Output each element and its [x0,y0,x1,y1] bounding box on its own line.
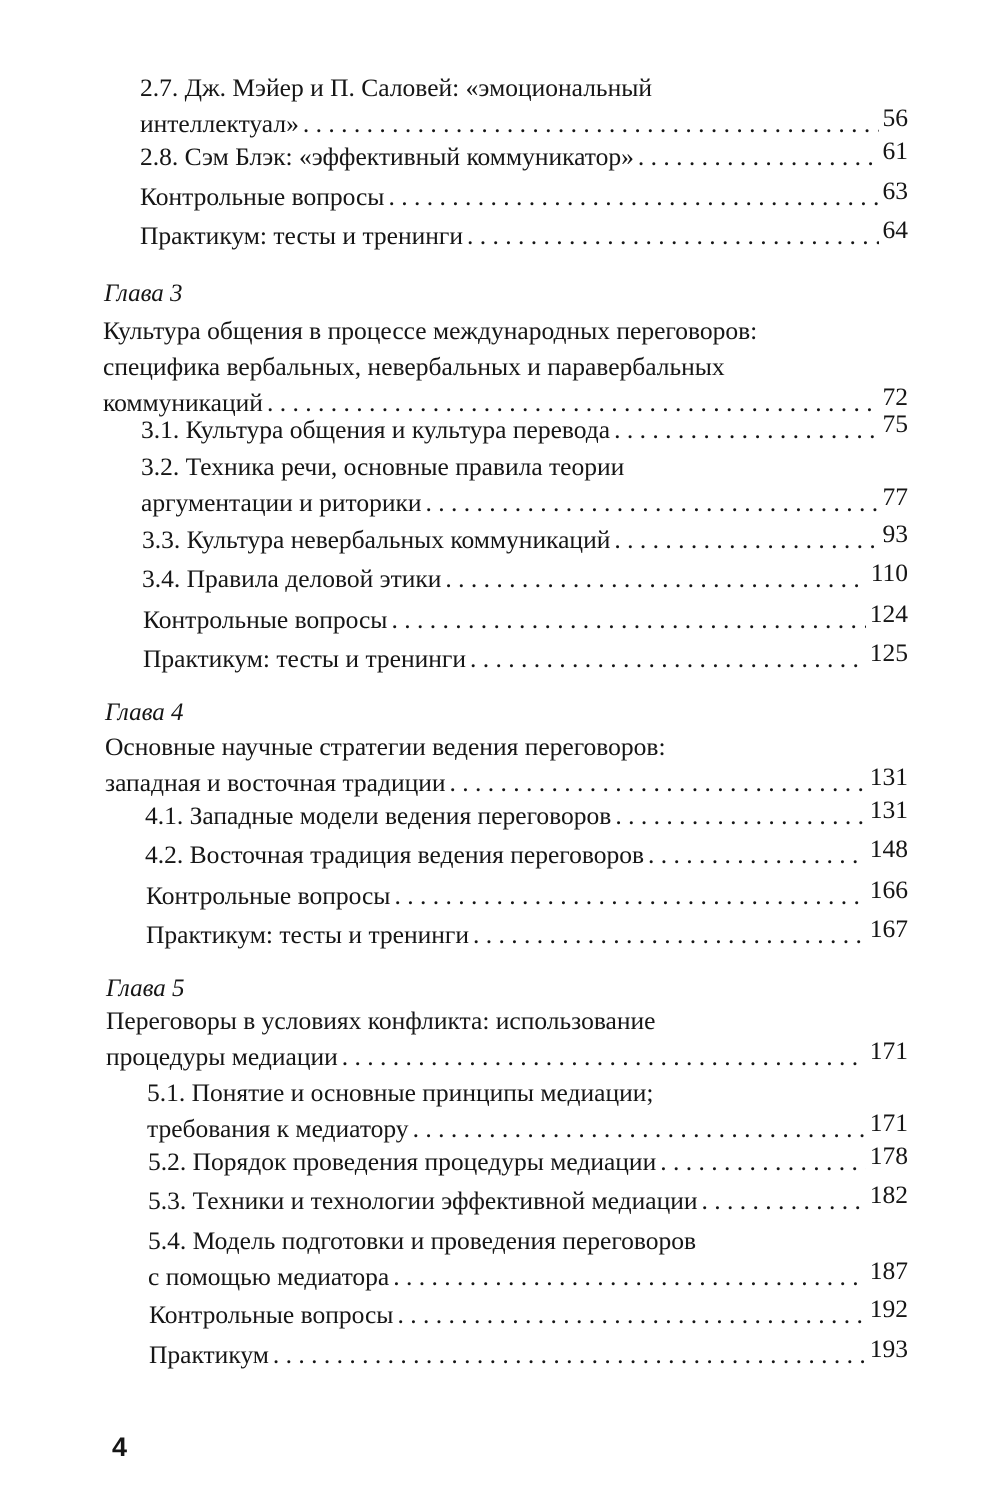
dot-leader [273,1337,866,1373]
dot-leader [660,1144,866,1180]
entry-title: интеллектуал» [140,109,299,138]
dot-leader [450,765,866,801]
entry-title: Контрольные вопросы [146,881,391,910]
dot-leader [648,837,866,873]
dot-leader [615,798,865,834]
dot-leader [702,1183,866,1219]
toc-entry[interactable] [140,70,908,142]
entry-page-number: 93 [882,519,908,548]
dot-leader [393,1259,866,1295]
dot-leader [473,917,866,953]
entry-title: Культура общения в процессе международных переговоров: [103,316,758,345]
entry-title: Переговоры в условиях конфликта: использование [106,1006,656,1035]
entry-title: 2.8. Сэм Блэк: «эффективный коммуникатор» [140,142,634,171]
entry-title: западная и восточная традиции [105,768,446,797]
entry-page-number: 182 [869,1180,908,1209]
entry-title: специфика вербальных, невербальных и паравербальных [103,352,725,381]
entry-title: 3.1. Культура общения и культура перевода [141,415,611,444]
dot-leader [413,1111,866,1147]
entry-page-number: 77 [882,482,908,511]
entry-title: требования к медиатору [147,1114,409,1143]
entry-title: 5.4. Модель подготовки и проведения переговоров [148,1226,697,1255]
page-number: 4 [112,1432,128,1462]
entry-title: коммуникаций [103,388,263,417]
entry-page-number: 72 [882,382,908,411]
entry-page-number: 187 [869,1256,908,1285]
entry-title: с помощью медиатора [148,1262,390,1291]
dot-leader [467,218,878,254]
entry-title: 5.2. Порядок проведения процедуры медиации [148,1147,657,1176]
entry-page-number: 166 [869,875,908,904]
toc-entry[interactable] [149,1334,908,1373]
entry-page-number: 63 [882,176,908,205]
toc-entry[interactable] [147,1075,908,1147]
toc-entry[interactable] [145,834,908,873]
chapter-heading: Глава 5 [106,975,185,1002]
entry-page-number: 193 [869,1334,908,1363]
toc-entry[interactable] [106,1003,908,1075]
toc-entry[interactable] [143,638,908,677]
entry-page-number: 171 [869,1108,908,1137]
entry-page-number: 61 [882,136,908,165]
entry-page-number: 124 [869,599,908,628]
toc-entry[interactable] [145,795,908,834]
entry-page-number: 64 [882,215,908,244]
toc-entry[interactable] [140,136,908,175]
entry-title: Практикум: тесты и тренинги [146,920,470,949]
entry-title: Практикум [149,1340,269,1369]
chapter-heading: Глава 3 [104,280,183,307]
entry-title: 5.3. Техники и технологии эффективной медиации [148,1186,698,1215]
dot-leader [388,179,878,215]
dot-leader [342,1039,866,1075]
toc-entry[interactable] [148,1223,908,1295]
entry-page-number: 75 [882,409,908,438]
toc-entry[interactable] [146,914,908,953]
toc-entry[interactable] [141,409,908,448]
dot-leader [445,561,866,597]
dot-leader [303,106,879,142]
toc-entry[interactable] [142,558,908,597]
entry-title: Практикум: тесты и тренинги [143,644,467,673]
entry-page-number: 131 [869,795,908,824]
toc-entry[interactable] [140,215,908,254]
entry-page-number: 167 [869,914,908,943]
toc-entry[interactable] [143,599,908,638]
entry-title: 2.7. Дж. Мэйер и П. Саловей: «эмоциональный [140,73,652,102]
entry-title: 3.3. Культура невербальных коммуникаций [142,525,611,554]
entry-title: Контрольные вопросы [143,605,388,634]
dot-leader [470,641,866,677]
dot-leader [426,485,879,521]
toc-entry[interactable] [148,1141,908,1180]
entry-page-number: 125 [869,638,908,667]
dot-leader [614,522,878,558]
toc-entry[interactable] [142,519,908,558]
dot-leader [391,602,865,638]
toc-entry[interactable] [149,1294,908,1333]
entry-title: 3.4. Правила деловой этики [142,564,442,593]
entry-page-number: 178 [869,1141,908,1170]
toc-entry[interactable] [141,449,908,521]
entry-page-number: 110 [870,558,908,587]
toc-entry[interactable] [103,313,908,421]
entry-title: Контрольные вопросы [140,182,385,211]
entry-title: 3.2. Техника речи, основные правила теории [141,452,625,481]
entry-page-number: 148 [869,834,908,863]
entry-title: 5.1. Понятие и основные принципы медиации; [147,1078,654,1107]
entry-title: аргументации и риторики [141,488,422,517]
entry-title: 4.1. Западные модели ведения переговоров [145,801,612,830]
toc-entry[interactable] [105,729,908,801]
entry-title: Практикум: тесты и тренинги [140,221,464,250]
toc-entry[interactable] [148,1180,908,1219]
dot-leader [394,878,865,914]
toc-entry[interactable] [140,176,908,215]
dot-leader [638,139,879,175]
toc-entry[interactable] [146,875,908,914]
dot-leader [614,412,878,448]
entry-page-number: 171 [869,1036,908,1065]
entry-page-number: 131 [869,762,908,791]
entry-page-number: 192 [869,1294,908,1323]
entry-title: 4.2. Восточная традиция ведения переговоров [145,840,644,869]
entry-title: Основные научные стратегии ведения переговоров: [105,732,666,761]
dot-leader [397,1297,865,1333]
entry-title: процедуры медиации [106,1042,338,1071]
entry-page-number: 56 [882,103,908,132]
chapter-heading: Глава 4 [105,699,184,726]
entry-title: Контрольные вопросы [149,1300,394,1329]
